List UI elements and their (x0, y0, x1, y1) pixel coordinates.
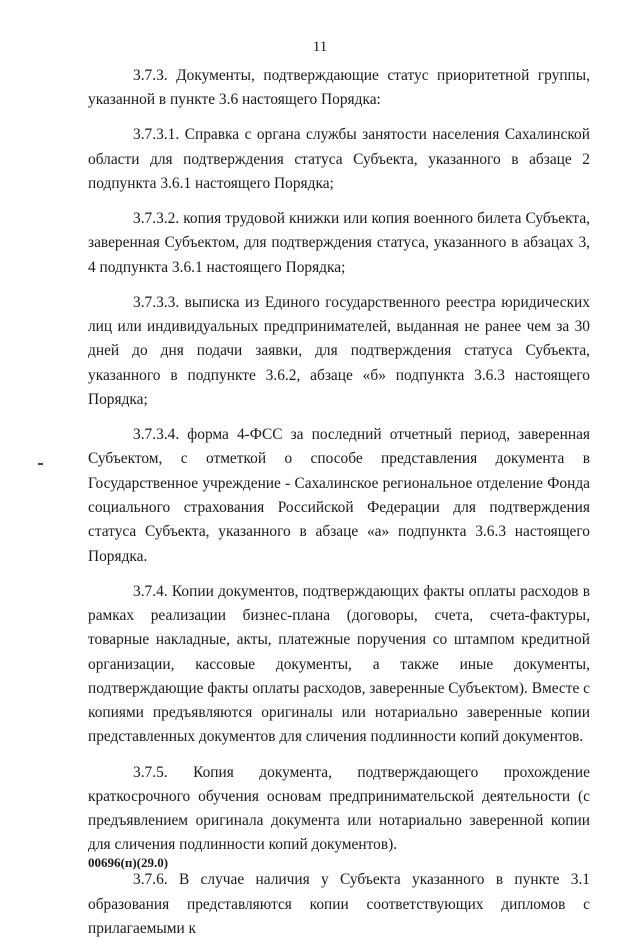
paragraph-3-7-4: 3.7.4. Копии документов, подтверждающих факты оплаты расходов в рамках реализации бизнес-плана (договоры, счета, счета-фактуры, товарные накладные, акты, платежные поручения со штампом кредитной организации, кассовые документы, а также иные документы, подтверждающие факты оплаты расходов, заверенные Субъектом). Вместе с копиями предъявляются оригиналы или нотариально заверенные копии представленных документов для сличения подлинности копий документов. (88, 582, 590, 746)
footer-document-code: 00696(п)(29.0) (88, 855, 169, 870)
document-body (88, 64, 590, 952)
paragraph-3-7-3: 3.7.3. Документы, подтверждающие статус приоритетной группы, указанной в пункте 3.6 настоящего Порядка: (88, 67, 590, 109)
page-number: 11 (312, 39, 328, 55)
paragraph-3-7-3-2: 3.7.3.2. копия трудовой книжки или копия военного билета Субъекта, заверенная Субъектом, для подтверждения статуса, указанного в абзацах 3, 4 подпункта 3.6.1 настоящего Порядка; (88, 210, 590, 276)
margin-mark (38, 463, 43, 465)
paragraph-3-7-3-3: 3.7.3.3. выписка из Единого государственного реестра юридических лиц или индивидуальных предпринимателей, выданная не ранее чем за 30 дней до дня подачи заявки, для подтверждения статуса Субъекта, указанного в подпункте 3.6.2, абзаце «б» подпункта 3.6.3 настоящего Порядка; (88, 293, 590, 408)
paragraph-3-7-3-1: 3.7.3.1. Справка с органа службы занятости населения Сахалинской области для подтверждения статуса Субъекта, указанного в абзаце 2 подпункта 3.6.1 настоящего Порядка; (88, 126, 590, 192)
paragraph-3-7-6: 3.7.6. В случае наличия у Субъекта указанного в пункте 3.1 образования представляются копии соответствующих дипломов с прилагаемыми к (88, 871, 590, 938)
paragraph-3-7-3-4: 3.7.3.4. форма 4-ФСС за последний отчетный период, заверенная Субъектом, с отметкой о способе представления документа в Государственное учреждение - Сахалинское региональное отделение Фонда социального страхования Российской Федерации для подтверждения статуса Субъекта, указанного в абзаце «а» подпункта 3.6.3 настоящего Порядка. (88, 426, 590, 565)
paragraph-3-7-5: 3.7.5. Копия документа, подтверждающего прохождение краткосрочного обучения основам предпринимательской деятельности (с предъявлением оригинала документа или нотариально заверенной копии для сличения подлинности копий документов). (88, 763, 590, 854)
